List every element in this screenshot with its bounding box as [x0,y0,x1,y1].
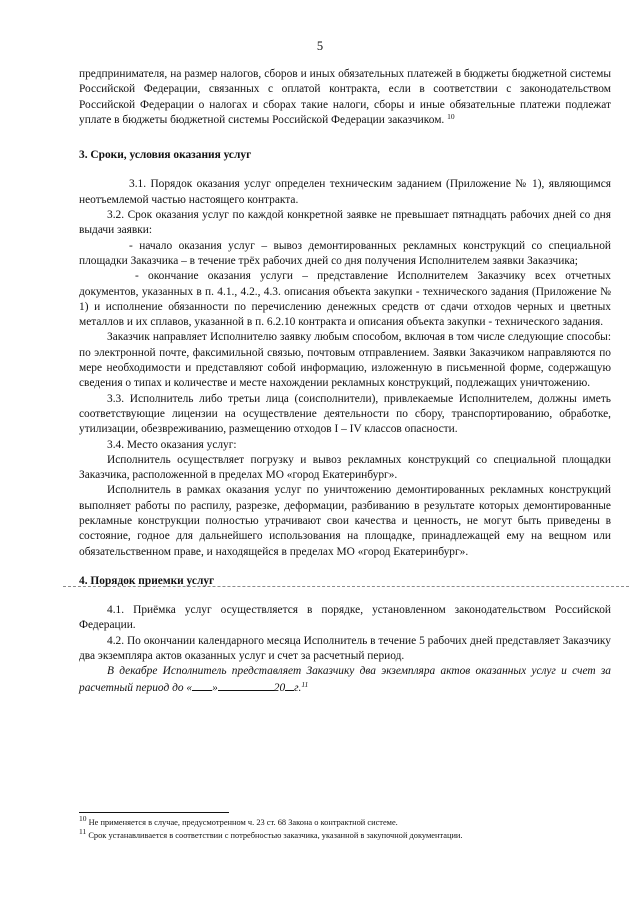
footnote-10 [79,814,619,828]
footnote-ref-11: 11 [301,680,309,690]
footnote-ref-10: 10 [447,111,455,121]
section-3-heading: 3. Сроки, условия оказания услуг [79,149,252,162]
footnote-number: 10 [79,814,87,823]
document-body [79,67,611,697]
date-year-suffix: г. [294,682,302,695]
date-year-prefix: 20 [273,682,286,695]
clause-3-1: 3.1. Порядок оказания услуг определен техническим заданием (Приложение № 1), являющимся неотъемлемой частью настоящего контракта. [79,178,611,206]
service-location-paragraph: Исполнитель осуществляет погрузку и вывоз рекламных конструкций со специальной площадки Заказчика, расположенной в пределах МО «город Екатеринбург». [79,453,611,482]
footnote-11 [79,827,619,841]
clause-3-3: 3.3. Исполнитель либо третьи лица (соисполнители), привлекаемые Исполнителем, должны иметь соответствующие лицензии на осуществление деятельности по сбору, транспортированию, обработке, утилизации, обезвреживанию, размещению отходов I – IV классов опасности. [79,392,611,436]
footnote-text: Срок устанавливается в соответствии с потребностью заказчика, указанной в закупочной документации. [88,831,463,840]
clause-3-2: 3.2. Срок оказания услуг по каждой конкретной заявке не превышает пятнадцать рабочих дней со дня выдачи заявки: [79,209,611,237]
date-quote-close: » [212,682,218,695]
clause-3-4: 3.4. Место оказания услуг: [107,438,237,451]
intro-text: предпринимателя, на размер налогов, сборов и иных обязательных платежей в бюджеты бюджетной системы Российской Федерации, связанных с оплатой контракта, если в соответствии с законодательством Российской Федерации о налогах и сборах такие налоги, сборы и иные обязательные платежи подлежат уплате в бюджеты бюджетной системы Российской Федерации заказчиком. [79,68,611,126]
intro-paragraph [79,67,611,128]
date-month-blank [218,679,274,691]
clause-3-2-end: - окончание оказания услуги – представление Исполнителем Заказчику всех отчетных документов, указанных в п. 4.1., 4.2., 4.3. описания объекта закупки - технического задания (Приложение № 1) и исполнение обязанности по перечислению денежных средств от сдачи отходов черных и цветных металлов и их сплавов, указанной в п. 6.2.10 контракта и описания объекта закупки - технического задания. [79,270,611,329]
request-paragraph: Заказчик направляет Исполнителю заявку любым способом, включая в том числе следующие способы: по электронной почте, факсимильной связью, почтовым отправлением. Заявки Заказчиком направляются по мере необходимости и представляют собой информацию, изложенную в письменной форме, содержащую сведения о типах и количестве и месте нахождении рекламных конструкций, подлежащих уничтожению. [79,331,611,390]
footnote-number: 11 [79,827,87,836]
clause-4-2: 4.2. По окончании календарного месяца Исполнитель в течение 5 рабочих дней представляет Заказчику два экземпляра актов оказанных услуг и счет за расчетный период. [79,634,611,662]
date-year-blank [285,679,294,691]
clause-3-2-start: - начало оказания услуг – вывоз демонтированных рекламных конструкций со специальной площадки Заказчика – в течение трёх рабочих дней со дня получения Исполнителем заявки Заказчика; [79,239,611,267]
december-paragraph [79,664,611,697]
december-text: В декабре Исполнитель представляет Заказчику два экземпляра актов оказанных услуг и счет за расчетный период до « [79,665,611,695]
clause-4-1: 4.1. Приёмка услуг осуществляется в порядке, установленном законодательством Российской Федерации. [79,603,611,632]
date-day-blank [192,679,212,691]
destruction-paragraph: Исполнитель в рамках оказания услуг по уничтожению демонтированных рекламных конструкций выполняет работы по распилу, разрезке, деформации, разбиванию в результате которых демонтированные рекламные конструкции полностью утрачивают свои качества и ценность, не могут быть приведены в состояние, годное для дальнейшего использования на площадке, принадлежащей ему на вещном или обязательственном праве, и находящейся в пределах МО «город Екатеринбург». [79,484,611,558]
section-4-heading: 4. Порядок приемки услуг [79,574,215,587]
section-4-heading-row [79,574,611,589]
footnote-text: Не применяется в случае, предусмотренном ч. 23 ст. 68 Закона о контрактной системе. [88,818,398,827]
page-number: 5 [316,39,324,53]
footnote-divider [79,812,229,813]
